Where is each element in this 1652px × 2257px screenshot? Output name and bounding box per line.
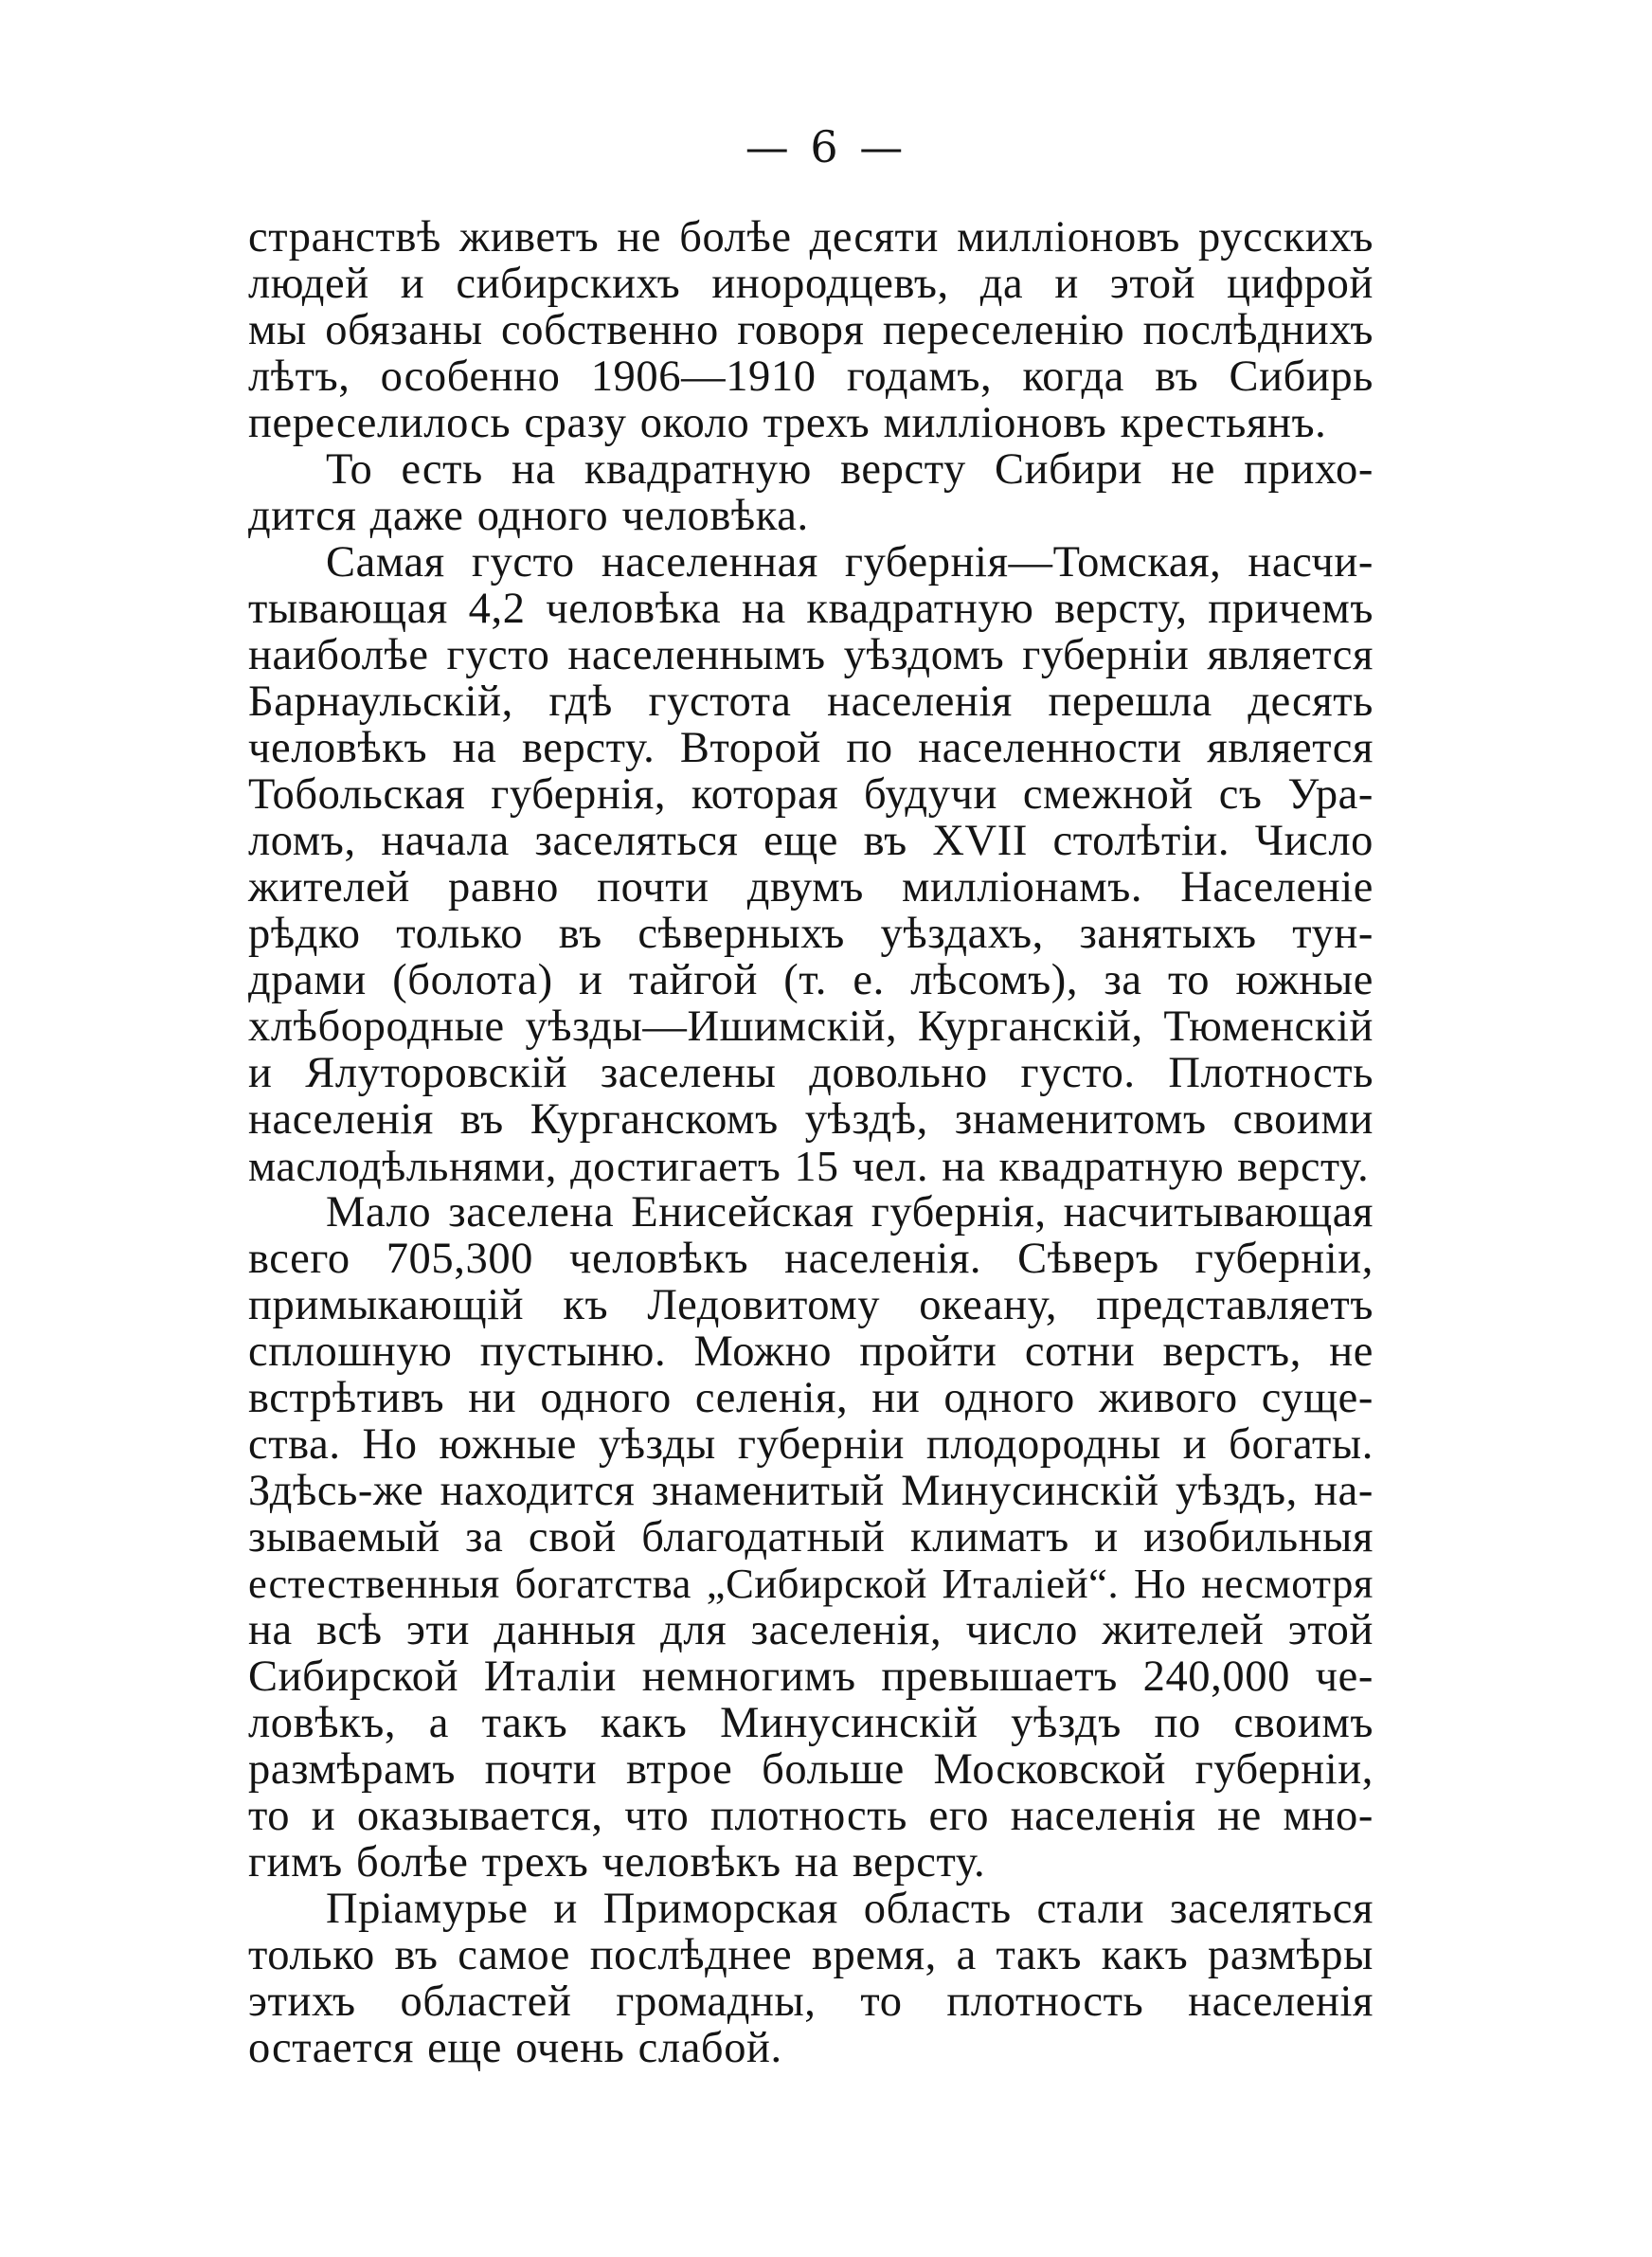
- text-line: наиболѣе густо населеннымъ уѣздомъ губерніи является: [248, 631, 1374, 679]
- text-line: ломъ, начала заселяться еще въ XVII столѣтіи. Число: [248, 817, 1374, 865]
- text-line: человѣкъ на версту. Второй по населенности является: [248, 724, 1374, 772]
- text-line: тывающая 4,2 человѣка на квадратную версту, причемъ: [248, 585, 1374, 633]
- text-line: размѣрамъ почти втрое больше Московской губерніи,: [248, 1745, 1374, 1794]
- paragraph: [248, 1189, 1374, 1886]
- paragraph: [248, 214, 1374, 446]
- text-line: населенія въ Курганскомъ уѣздѣ, знаменитомъ своими: [248, 1095, 1374, 1144]
- text-line: гимъ болѣе трехъ человѣкъ на версту.: [248, 1838, 986, 1887]
- text-line: то и оказывается, что плотность его населенія не мно-: [248, 1792, 1374, 1840]
- text-line: лѣтъ, особенно 1906—1910 годамъ, когда въ Сибирь: [248, 352, 1374, 401]
- paragraph: [248, 446, 1374, 539]
- text-line: только въ самое послѣднее время, а такъ какъ размѣры: [248, 1931, 1374, 1979]
- text-line: зываемый за свой благодатный климатъ и изобильныя: [248, 1513, 1374, 1562]
- text-line: рѣдко только въ сѣверныхъ уѣздахъ, занятыхъ тун-: [248, 910, 1374, 958]
- text-line: Барнаульскій, гдѣ густота населенія перешла десять: [248, 677, 1374, 726]
- text-line: То есть на квадратную версту Сибири не прихо-: [326, 445, 1374, 494]
- text-line: людей и сибирскихъ инородцевъ, да и этой цифрой: [248, 260, 1374, 308]
- text-line: странствѣ живетъ не болѣе десяти милліоновъ русскихъ: [248, 213, 1374, 262]
- text-line: этихъ областей громадны, то плотность населенія: [248, 1977, 1374, 2026]
- text-line: всего 705,300 человѣкъ населенія. Сѣверъ губерніи,: [248, 1235, 1374, 1283]
- text-line: Мало заселена Енисейская губернія, насчитывающая: [326, 1188, 1374, 1237]
- text-line: дится даже одного человѣка.: [248, 492, 809, 540]
- text-line: встрѣтивъ ни одного селенія, ни одного живого суще-: [248, 1374, 1374, 1422]
- text-line: мы обязаны собственно говоря переселенію послѣднихъ: [248, 306, 1374, 354]
- text-line: хлѣбородные уѣзды—Ишимскій, Курганскій, Тюменскій: [248, 1002, 1374, 1051]
- paragraph: [248, 1886, 1374, 2071]
- text-line: Здѣсь-же находится знаменитый Минусинскій уѣздъ, на-: [248, 1467, 1374, 1515]
- text-line: маслодѣльнями, достигаетъ 15 чел. на квадратную версту.: [248, 1142, 1370, 1190]
- paragraph: [248, 539, 1374, 1189]
- text-line: Сибирской Италіи немногимъ превышаетъ 240,000 че-: [248, 1652, 1374, 1701]
- body-text: [248, 214, 1374, 2071]
- text-line: ства. Но южные уѣзды губерніи плодородны и богаты.: [248, 1420, 1374, 1469]
- text-line: сплошную пустыню. Можно пройти сотни верстъ, не: [248, 1327, 1374, 1376]
- text-line: и Ялуторовскій заселены довольно густо. Плотность: [248, 1049, 1374, 1097]
- text-line: переселилось сразу около трехъ милліоновъ крестьянъ.: [248, 399, 1327, 447]
- text-line: Тобольская губернія, которая будучи смежной съ Ура-: [248, 770, 1374, 819]
- text-line: драми (болота) и тайгой (т. е. лѣсомъ), за то южные: [248, 956, 1374, 1004]
- text-line: остается еще очень слабой.: [248, 2024, 782, 2072]
- text-line: Пріамурье и Приморская область стали заселяться: [326, 1885, 1374, 1933]
- text-line: естественныя богатства „Сибирской Италіей“. Но несмотря: [248, 1560, 1374, 1607]
- text-line: примыкающій къ Ледовитому океану, представляетъ: [248, 1281, 1374, 1329]
- text-line: на всѣ эти данныя для заселенія, число жителей этой: [248, 1606, 1374, 1654]
- text-line: ловѣкъ, а такъ какъ Минусинскій уѣздъ по своимъ: [248, 1699, 1374, 1747]
- page-number: — 6 —: [745, 121, 907, 172]
- text-line: жителей равно почти двумъ милліонамъ. Населеніе: [248, 863, 1374, 912]
- text-line: Самая густо населенная губернія—Томская, насчи-: [326, 538, 1374, 587]
